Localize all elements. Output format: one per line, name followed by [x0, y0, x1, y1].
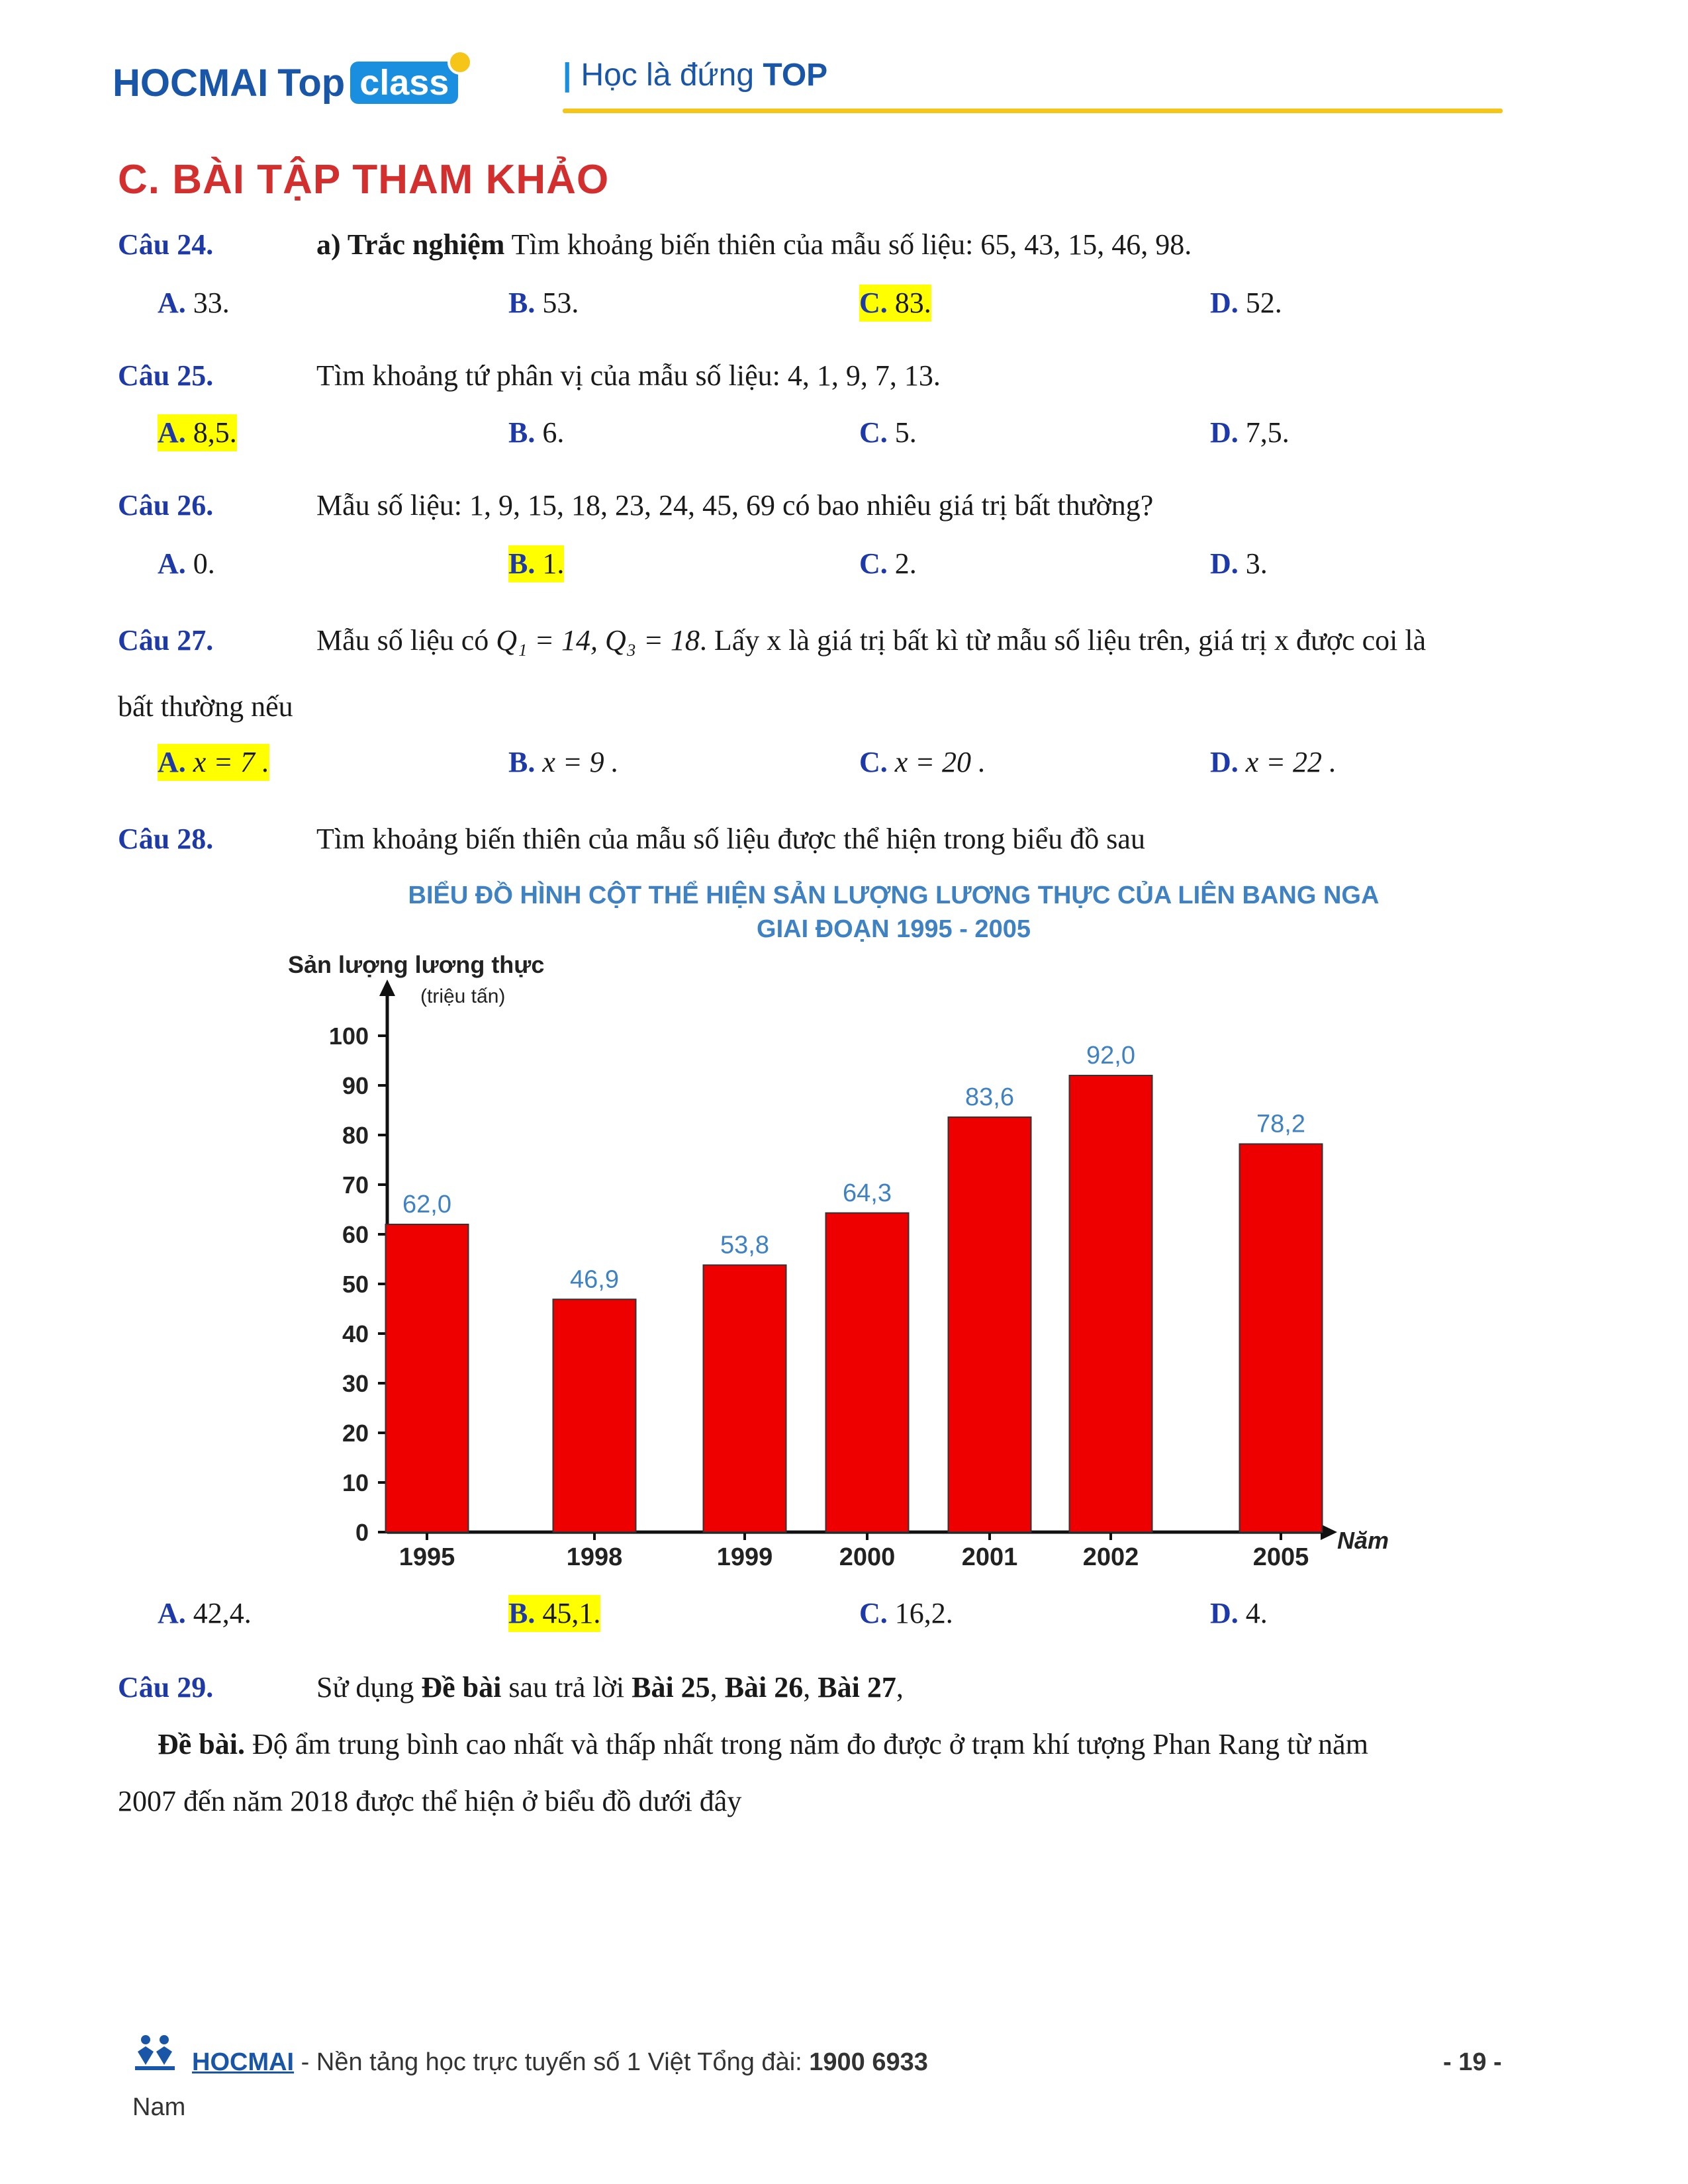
option-d[interactable] — [1210, 545, 1268, 582]
option-b[interactable] — [508, 285, 579, 322]
q29-text-b: sau trả lời — [501, 1671, 632, 1704]
chart-xlabel: Năm — [1337, 1527, 1389, 1554]
option-b[interactable] — [508, 414, 564, 451]
q29-bold-a: Đề bài — [421, 1671, 502, 1704]
q29-bold-b: Bài 25 — [632, 1671, 710, 1704]
question-text: Tìm khoảng biến thiên của mẫu số liệu được thể hiện trong biểu đồ sau — [316, 823, 1145, 855]
problem-line1: Độ ẩm trung bình cao nhất và thấp nhất trong năm đo được ở trạm khí tượng Phan Rang từ năm — [245, 1728, 1368, 1760]
question-24 — [118, 226, 1574, 263]
question-29 — [118, 1669, 1574, 1706]
question-label: Câu 26. — [118, 489, 214, 522]
option-letter: C. — [859, 746, 888, 778]
option-d[interactable] — [1210, 1595, 1268, 1632]
option-letter: C. — [859, 416, 888, 449]
x-tick-label: 2002 — [1082, 1543, 1139, 1571]
option-letter: B. — [508, 416, 536, 449]
y-tick-label: 50 — [342, 1271, 369, 1298]
bar-1998 — [553, 1299, 636, 1532]
option-text: 1. — [535, 547, 565, 580]
option-c[interactable] — [859, 545, 917, 582]
option-letter: A. — [158, 547, 186, 580]
question-math: Q₁ = 14, Q₃ = 18 — [496, 624, 700, 657]
q29-text-e: , — [896, 1671, 904, 1704]
section-title: C. BÀI TẬP THAM KHẢO — [118, 157, 610, 203]
option-letter: A. — [158, 1597, 186, 1629]
option-letter: D. — [1210, 1597, 1239, 1629]
logo-top: Top — [277, 61, 346, 105]
option-b[interactable] — [508, 744, 619, 781]
option-letter: B. — [508, 1597, 536, 1629]
option-text: 5. — [887, 416, 917, 449]
bar-1999 — [704, 1265, 786, 1533]
bar-2005 — [1240, 1144, 1323, 1533]
y-tick-label: 40 — [342, 1320, 369, 1347]
bar-value-label: 83,6 — [965, 1083, 1014, 1111]
y-tick-label: 30 — [342, 1370, 369, 1397]
x-tick-label: 1998 — [566, 1543, 623, 1571]
option-a-highlighted[interactable] — [158, 744, 269, 781]
question-label: Câu 24. — [118, 228, 214, 261]
option-text: x = 20 . — [887, 746, 986, 778]
x-axis-arrow-icon — [1321, 1524, 1337, 1540]
option-text: x = 7 . — [185, 746, 270, 778]
footer-brand-link[interactable]: HOCMAI — [192, 2048, 295, 2076]
option-letter: B. — [508, 287, 536, 319]
option-letter: D. — [1210, 416, 1239, 449]
question-26 — [118, 487, 1574, 524]
bar-2002 — [1070, 1075, 1152, 1532]
x-tick-label: 2000 — [839, 1543, 896, 1571]
x-tick-label: 1999 — [716, 1543, 773, 1571]
question-text: Tìm khoảng biến thiên của mẫu số liệu: 65, 43, 15, 46, 98. — [504, 228, 1192, 261]
footer-wrap-text: Nam — [132, 2093, 186, 2121]
option-c[interactable] — [859, 744, 986, 781]
option-text: 8,5. — [185, 416, 237, 449]
page-number: - 19 - — [1443, 2048, 1502, 2076]
option-letter: C. — [859, 287, 888, 319]
option-d[interactable] — [1210, 414, 1289, 451]
x-tick-label: 1995 — [399, 1543, 455, 1571]
question-label: Câu 27. — [118, 624, 214, 657]
bar-value-label: 53,8 — [720, 1231, 769, 1259]
option-letter: B. — [508, 547, 536, 580]
production-bar-chart — [278, 874, 1417, 1588]
header-divider — [563, 109, 1503, 113]
chart-bars — [386, 1042, 1323, 1532]
option-b-highlighted[interactable] — [508, 1595, 600, 1632]
option-a[interactable] — [158, 285, 230, 322]
footer-text: - Nền tảng học trực tuyến số 1 Việt Tổng đài: — [294, 2048, 810, 2076]
page-footer — [132, 2048, 1523, 2077]
option-c[interactable] — [859, 414, 917, 451]
chart-yunit: (triệu tấn) — [420, 985, 506, 1007]
problem-label: Đề bài. — [158, 1728, 245, 1760]
option-letter: C. — [859, 1597, 888, 1629]
question-25 — [118, 357, 1574, 394]
option-text: 53. — [535, 287, 579, 319]
chart-ylabel: Sản lượng lương thực — [288, 951, 545, 978]
option-letter: B. — [508, 746, 536, 778]
logo-class — [350, 62, 458, 104]
question-text-before: Mẫu số liệu có — [316, 624, 496, 657]
y-axis-arrow-icon — [379, 979, 395, 996]
option-a[interactable] — [158, 545, 215, 582]
slogan-text: Học là đứng — [581, 58, 763, 93]
y-tick-label: 10 — [342, 1469, 369, 1496]
logo-hocmai: HOCMAI — [113, 61, 269, 105]
bar-value-label: 78,2 — [1256, 1110, 1305, 1138]
chart-title: BIỂU ĐỒ HÌNH CỘT THỂ HIỆN SẢN LƯỢNG LƯƠNG THỰC CỦA LIÊN BANG NGA — [408, 882, 1380, 909]
footer-phone: 1900 6933 — [809, 2048, 928, 2076]
x-tick-label: 2001 — [961, 1543, 1018, 1571]
question-text: Mẫu số liệu: 1, 9, 15, 18, 23, 24, 45, 69 có bao nhiêu giá trị bất thường? — [316, 489, 1154, 522]
option-text: 0. — [185, 547, 215, 580]
option-a-highlighted[interactable] — [158, 414, 237, 451]
bar-value-label: 92,0 — [1086, 1042, 1135, 1069]
question-text-after: . Lấy x là giá trị bất kì từ mẫu số liệu trên, giá trị x được coi là — [699, 624, 1427, 657]
option-text: 6. — [535, 416, 565, 449]
option-letter: A. — [158, 416, 186, 449]
q29-bold-c: Bài 26 — [724, 1671, 804, 1704]
hocmai-topclass-logo — [113, 60, 458, 106]
bar-value-label: 64,3 — [843, 1179, 892, 1207]
y-tick-label: 90 — [342, 1072, 369, 1099]
option-letter: C. — [859, 547, 888, 580]
y-tick-label: 0 — [355, 1519, 369, 1546]
sun-icon — [447, 50, 473, 75]
question-28 — [118, 821, 1574, 858]
slogan-separator: | — [563, 58, 572, 93]
option-text: 45,1. — [535, 1597, 601, 1629]
y-tick-label: 20 — [342, 1420, 369, 1447]
option-text: 16,2. — [887, 1597, 953, 1629]
option-text: 4. — [1238, 1597, 1268, 1629]
option-d[interactable] — [1210, 744, 1336, 781]
y-tick-label: 60 — [342, 1221, 369, 1248]
option-d[interactable] — [1210, 285, 1282, 322]
bar-value-label: 62,0 — [402, 1191, 451, 1218]
option-text: x = 9 . — [535, 746, 619, 778]
option-text: 33. — [185, 287, 230, 319]
question-label: Câu 28. — [118, 823, 214, 855]
option-letter: A. — [158, 746, 186, 778]
option-c-highlighted[interactable] — [859, 285, 931, 322]
option-text: 2. — [887, 547, 917, 580]
question-prefix: a) Trắc nghiệm — [316, 228, 505, 261]
option-letter: D. — [1210, 287, 1239, 319]
option-c[interactable] — [859, 1595, 953, 1632]
bar-2000 — [826, 1213, 909, 1532]
option-text: 7,5. — [1238, 416, 1289, 449]
option-text: x = 22 . — [1238, 746, 1337, 778]
option-letter: D. — [1210, 746, 1239, 778]
header-slogan — [563, 57, 827, 93]
option-text: 42,4. — [185, 1597, 252, 1629]
question-27 — [118, 622, 1574, 659]
option-text: 52. — [1238, 287, 1282, 319]
question-text: Tìm khoảng tứ phân vị của mẫu số liệu: 4, 1, 9, 7, 13. — [316, 359, 941, 392]
slogan-bold: TOP — [763, 58, 828, 93]
option-text: 3. — [1238, 547, 1268, 580]
chart-subtitle: GIAI ĐOẠN 1995 - 2005 — [757, 915, 1031, 943]
y-tick-label: 70 — [342, 1171, 369, 1199]
q29-text-d: , — [803, 1671, 818, 1704]
question-label: Câu 29. — [118, 1671, 214, 1704]
bar-1995 — [386, 1224, 469, 1532]
q29-text-c: , — [710, 1671, 725, 1704]
question-27-line2: bất thường nếu — [118, 690, 293, 723]
problem-line2: 2007 đến năm 2018 được thể hiện ở biểu đồ dưới đây — [118, 1785, 742, 1817]
q29-bold-d: Bài 27 — [818, 1671, 896, 1704]
y-tick-label: 100 — [328, 1023, 369, 1050]
option-letter: A. — [158, 287, 186, 319]
option-letter: D. — [1210, 547, 1239, 580]
x-tick-label: 2005 — [1252, 1543, 1309, 1571]
option-text: 83. — [887, 287, 931, 319]
option-b-highlighted[interactable] — [508, 545, 564, 582]
logo-class-text: class — [359, 63, 449, 103]
bar-value-label: 46,9 — [570, 1265, 619, 1294]
question-label: Câu 25. — [118, 359, 214, 392]
bar-2001 — [949, 1117, 1031, 1532]
problem-statement — [158, 1726, 1574, 1763]
y-tick-label: 80 — [342, 1122, 369, 1149]
q29-text-a: Sử dụng — [316, 1671, 422, 1704]
option-a[interactable] — [158, 1595, 252, 1632]
